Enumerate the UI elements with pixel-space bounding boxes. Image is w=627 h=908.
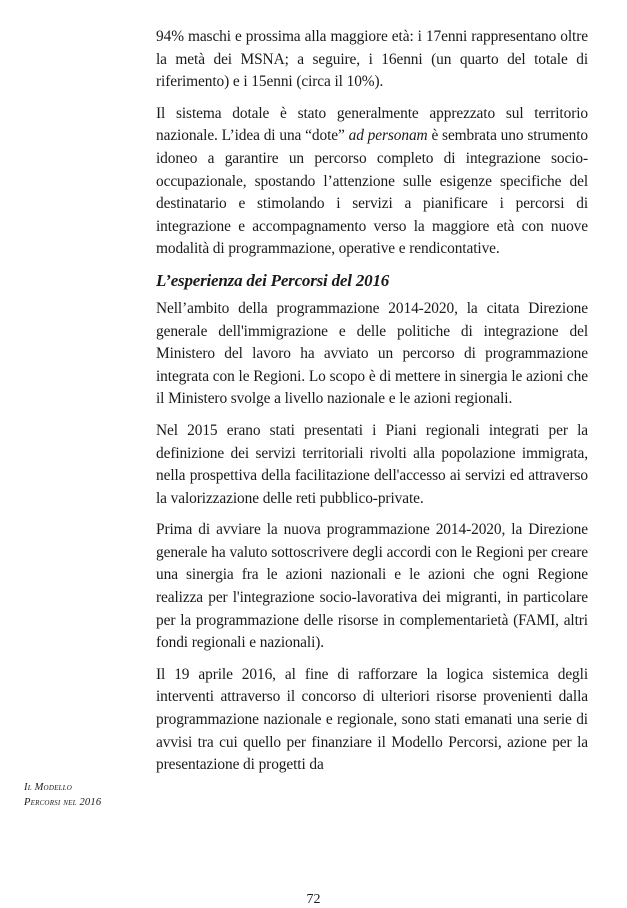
- margin-note-line-2: Percorsi nel 2016: [24, 797, 102, 808]
- paragraph-programmazione-integrata: Nell’ambito della programmazione 2014-2020, la citata Direzione generale dell'immigrazione e delle politiche di integrazione del Ministero del lavoro ha avviato un percorso di programmazione integrata con le Regioni. Lo scopo è di mettere in sinergia le azioni che il Ministero svolge a livello nazionale e le azioni regionali.: [156, 299, 588, 408]
- paragraph-avvisi-aprile-2016: Il 19 aprile 2016, al fine di rafforzare la logica sistemica degli interventi attraverso il concorso di ulteriori risorse provenienti dalla programmazione nazionale e regionale, sono stati emanati una serie di avvisi tra cui quello per finanziare il Modello Percorsi, azione per la presentazione di progetti da: [156, 665, 588, 774]
- section-heading-percorsi-2016: L’esperienza dei Percorsi del 2016: [156, 270, 390, 290]
- ad-personam-emphasis: ad personam: [348, 127, 428, 145]
- page-number: 72: [306, 892, 321, 907]
- paragraph-sistema-dotale: [156, 103, 588, 261]
- main-text-column: [156, 26, 588, 786]
- paragraph-sistema-dotale-part-2: è sembrata uno strumento idoneo a garantire un percorso completo di integrazione socio-occupazionale, spostando l’attenzione sulle esigenze specifiche del destinatario e stimolando i servizi a pianificare i percorsi di integrazione e accompagnamento verso la maggiore età con nuove modalità di programmazione, operative e rendicontative.: [156, 127, 588, 258]
- paragraph-piani-regionali: Nel 2015 erano stati presentati i Piani regionali integrati per la definizione dei servizi territoriali rivolti alla popolazione immigrata, nella prospettiva della facilitazione dell'accesso ai servizi ed attraverso la valorizzazione delle reti pubblico-private.: [156, 421, 588, 507]
- margin-note-line-1: Il Modello: [24, 782, 72, 793]
- paragraph-msna-stats: 94% maschi e prossima alla maggiore età: i 17enni rappresentano oltre la metà dei MSNA; a seguire, i 16enni (un quarto del totale di riferimento) e i 15enni (circa il 10%).: [156, 28, 588, 91]
- paragraph-accordi-regioni: Prima di avviare la nuova programmazione 2014-2020, la Direzione generale ha valuto sottoscrivere degli accordi con le Regioni per creare una sinergia fra le azioni nazionali e le azioni che ogni Regione realizza per l'integrazione socio-lavorativa dei migranti, in particolare per la programmazione delle risorse in complementarietà (FAMI, altri fondi regionali e nazionali).: [156, 521, 588, 652]
- paragraph-sistema-dotale-part-1: Il sistema dotale è stato generalmente apprezzato sul territorio nazionale. L’idea di una “dote”: [156, 104, 588, 145]
- margin-note: [24, 780, 144, 810]
